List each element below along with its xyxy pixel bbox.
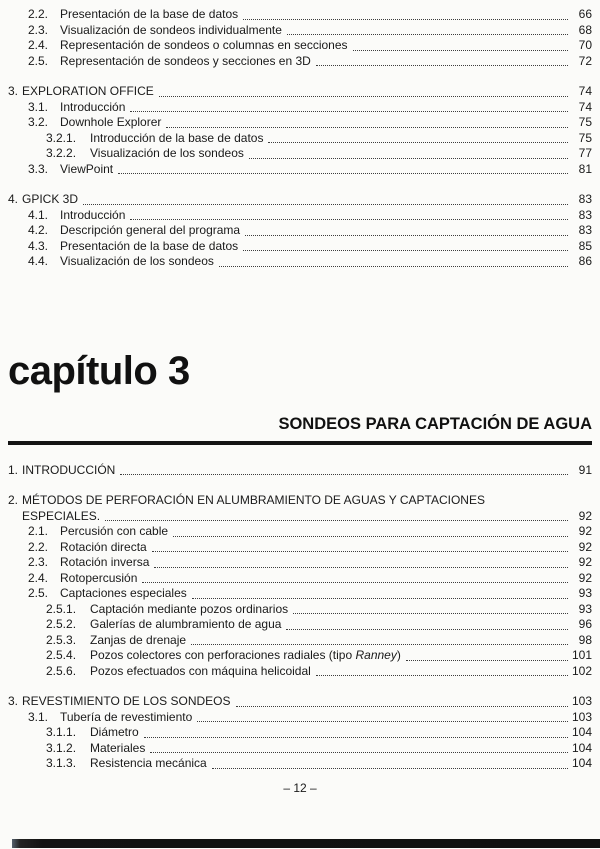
dot-leader [152,551,568,552]
toc-row [8,571,592,587]
toc-page: 92 [578,508,592,523]
toc-row [8,239,592,255]
toc-title: Representación de sondeos y secciones en 3D [60,53,311,68]
page-number-footer: – 12 – [283,780,317,795]
toc-row [8,223,592,239]
toc-row [8,694,592,710]
toc-row [8,162,592,178]
toc-page: 66 [578,7,592,21]
dot-leader [166,127,568,128]
toc-section-chapter3 [8,463,592,772]
toc-title: Representación de sondeos o columnas en secciones [60,38,348,52]
toc-number: 2.2. [28,539,49,554]
toc-title: Zanjas de drenaje [90,632,187,647]
toc-row [8,617,592,633]
dot-leader [120,474,568,475]
dot-leader [144,737,568,738]
toc-number: 2.2. [28,7,49,21]
dot-leader [191,644,568,645]
heading-rule [8,441,592,445]
dot-leader [316,675,568,676]
toc-row [8,741,592,757]
toc-page: 98 [578,632,592,647]
toc-title: Introducción de la base de datos [90,130,264,145]
toc-title [90,648,401,664]
toc-number: 3.2.2. [46,146,77,160]
toc-number: 4. [8,192,19,206]
toc-page: 104 [571,725,592,739]
dot-leader [243,19,568,20]
toc-title: INTRODUCCIÓN [22,462,116,477]
toc-page: 83 [578,223,592,237]
dot-leader [245,235,568,236]
toc-page: 102 [571,663,592,678]
toc-title: Descripción general del programa [60,223,241,237]
toc-page: 85 [578,238,592,253]
toc-row [8,586,592,602]
toc-page: 74 [578,84,592,98]
toc-page: 101 [571,648,592,662]
toc-page: 86 [578,254,592,268]
toc-title: ViewPoint [60,161,114,176]
toc-number: 2.5.2. [46,617,77,631]
toc-number: 3.2. [28,115,49,129]
toc-title: Rotopercusión [60,570,138,585]
toc-title: Downhole Explorer [60,115,162,129]
toc-row [8,648,592,664]
toc-page: 103 [571,694,592,708]
toc-number: 3. [8,84,19,98]
toc-row [8,756,592,772]
toc-page: 91 [578,462,592,477]
toc-page: 93 [578,601,592,616]
dot-leader [159,96,568,97]
toc-row [8,725,592,741]
toc-number: 2.5.4. [46,648,77,662]
toc-title: Rotación directa [60,539,147,554]
chapter-subtitle: SONDEOS PARA CAPTACIÓN DE AGUA [278,414,592,433]
toc-row [8,463,592,479]
toc-row [8,524,592,540]
toc-row [8,54,592,70]
toc-row-continuation [8,509,592,525]
toc-row [8,131,592,147]
toc-title: Rotación inversa [60,555,150,569]
toc-title: Presentación de la base de datos [60,238,239,253]
toc-page: 92 [578,539,592,554]
toc-page: 93 [578,586,592,600]
dot-leader [142,582,568,583]
toc-row [8,115,592,131]
toc-row [8,493,592,509]
toc-page: 70 [578,38,592,52]
toc-row [8,254,592,270]
toc-number: 3.1. [28,709,49,724]
toc-title: Presentación de la base de datos [60,7,239,21]
toc-page: 92 [578,555,592,569]
toc-row [8,38,592,54]
toc-number: 4.1. [28,207,49,222]
toc-number: 2.5.6. [46,663,77,678]
toc-title: Visualización de los sondeos [90,146,244,160]
toc-page: 96 [578,617,592,631]
toc-page: 83 [578,192,592,206]
toc-row [8,100,592,116]
dot-leader [293,613,568,614]
dot-leader [287,34,568,35]
dot-leader [353,50,568,51]
toc-title: REVESTIMIENTO DE LOS SONDEOS [22,694,231,708]
dot-leader [154,567,568,568]
toc-row [8,602,592,618]
dot-leader [249,158,568,159]
toc-title: EXPLORATION OFFICE [22,84,154,98]
toc-number: 4.3. [28,238,49,253]
dot-leader [105,520,568,521]
dot-leader [173,536,568,537]
toc-page: 74 [578,99,592,114]
toc-number: 2. [8,493,19,507]
toc-page: 103 [571,709,592,724]
toc-row [8,7,592,23]
scan-edge-artifact [12,839,600,848]
dot-leader [197,721,568,722]
toc-page: 75 [578,115,592,129]
toc-number: 3.3. [28,161,49,176]
toc-row [8,664,592,680]
toc-page: 104 [571,756,592,770]
toc-title: Galerías de alumbramiento de agua [90,617,282,631]
toc-page: 92 [578,524,592,538]
toc-page: 83 [578,207,592,222]
toc-title: Visualización de sondeos individualmente [60,22,282,37]
toc-title: ESPECIALES. [22,508,101,523]
toc-row [8,23,592,39]
toc-row [8,146,592,162]
toc-title: Introducción [60,99,126,114]
toc-number: 3. [8,694,19,708]
toc-row [8,710,592,726]
italic-term: Ranney [355,648,397,662]
toc-number: 2.5.3. [46,632,77,647]
toc-number: 3.1.3. [46,756,77,770]
toc-number: 2.4. [28,570,49,585]
toc-page: 92 [578,570,592,585]
toc-row [8,555,592,571]
dot-leader [192,598,568,599]
dot-leader [286,629,568,630]
dot-leader [236,706,568,707]
toc-number: 1. [8,462,19,477]
dot-leader [219,266,568,267]
toc-title: Tubería de revestimiento [60,709,193,724]
toc-number: 4.4. [28,254,49,268]
dot-leader [130,111,568,112]
toc-number: 3.1. [28,99,49,114]
dot-leader [150,752,568,753]
toc-number: 2.5. [28,586,49,600]
toc-title: Captaciones especiales [60,586,187,600]
toc-title: Diámetro [90,725,139,739]
dot-leader [268,142,568,143]
toc-number: 2.4. [28,38,49,52]
toc-page: 81 [578,161,592,176]
dot-leader [83,204,568,205]
toc-title: Percusión con cable [60,524,169,538]
toc-row [8,208,592,224]
toc-row [8,540,592,556]
toc-page: 77 [578,146,592,160]
toc-title: Visualización de los sondeos [60,254,214,268]
toc-number: 3.1.2. [46,740,77,755]
toc-number: 2.1. [28,524,49,538]
toc-section-top [8,7,592,270]
toc-number: 2.3. [28,22,49,37]
toc-page: 104 [571,740,592,755]
toc-page: 68 [578,22,592,37]
toc-number: 3.1.1. [46,725,77,739]
toc-title: Resistencia mecánica [90,756,207,770]
toc-row [8,84,592,100]
dot-leader [316,65,568,66]
toc-number: 4.2. [28,223,49,237]
toc-row [8,192,592,208]
toc-title: Introducción [60,207,126,222]
toc-row [8,633,592,649]
toc-number: 2.5.1. [46,601,77,616]
toc-title-part: Pozos colectores con perforaciones radiales (tipo [90,648,356,662]
dot-leader [243,250,568,251]
toc-title: MÉTODOS DE PERFORACIÓN EN ALUMBRAMIENTO DE AGUAS Y CAPTACIONES [22,493,485,507]
toc-title: Materiales [90,740,146,755]
dot-leader [118,173,568,174]
toc-title: Captación mediante pozos ordinarios [90,601,289,616]
chapter-heading: capítulo 3 [8,348,190,393]
toc-number: 3.2.1. [46,130,77,145]
toc-page: 72 [578,53,592,68]
toc-title: GPICK 3D [22,192,79,206]
toc-page: 75 [578,130,592,145]
dot-leader [406,660,568,661]
dot-leader [130,219,568,220]
toc-title: Pozos efectuados con máquina helicoidal [90,663,311,678]
toc-title-part: ) [396,648,401,662]
dot-leader [212,768,568,769]
toc-number: 2.5. [28,53,49,68]
toc-number: 2.3. [28,555,49,569]
